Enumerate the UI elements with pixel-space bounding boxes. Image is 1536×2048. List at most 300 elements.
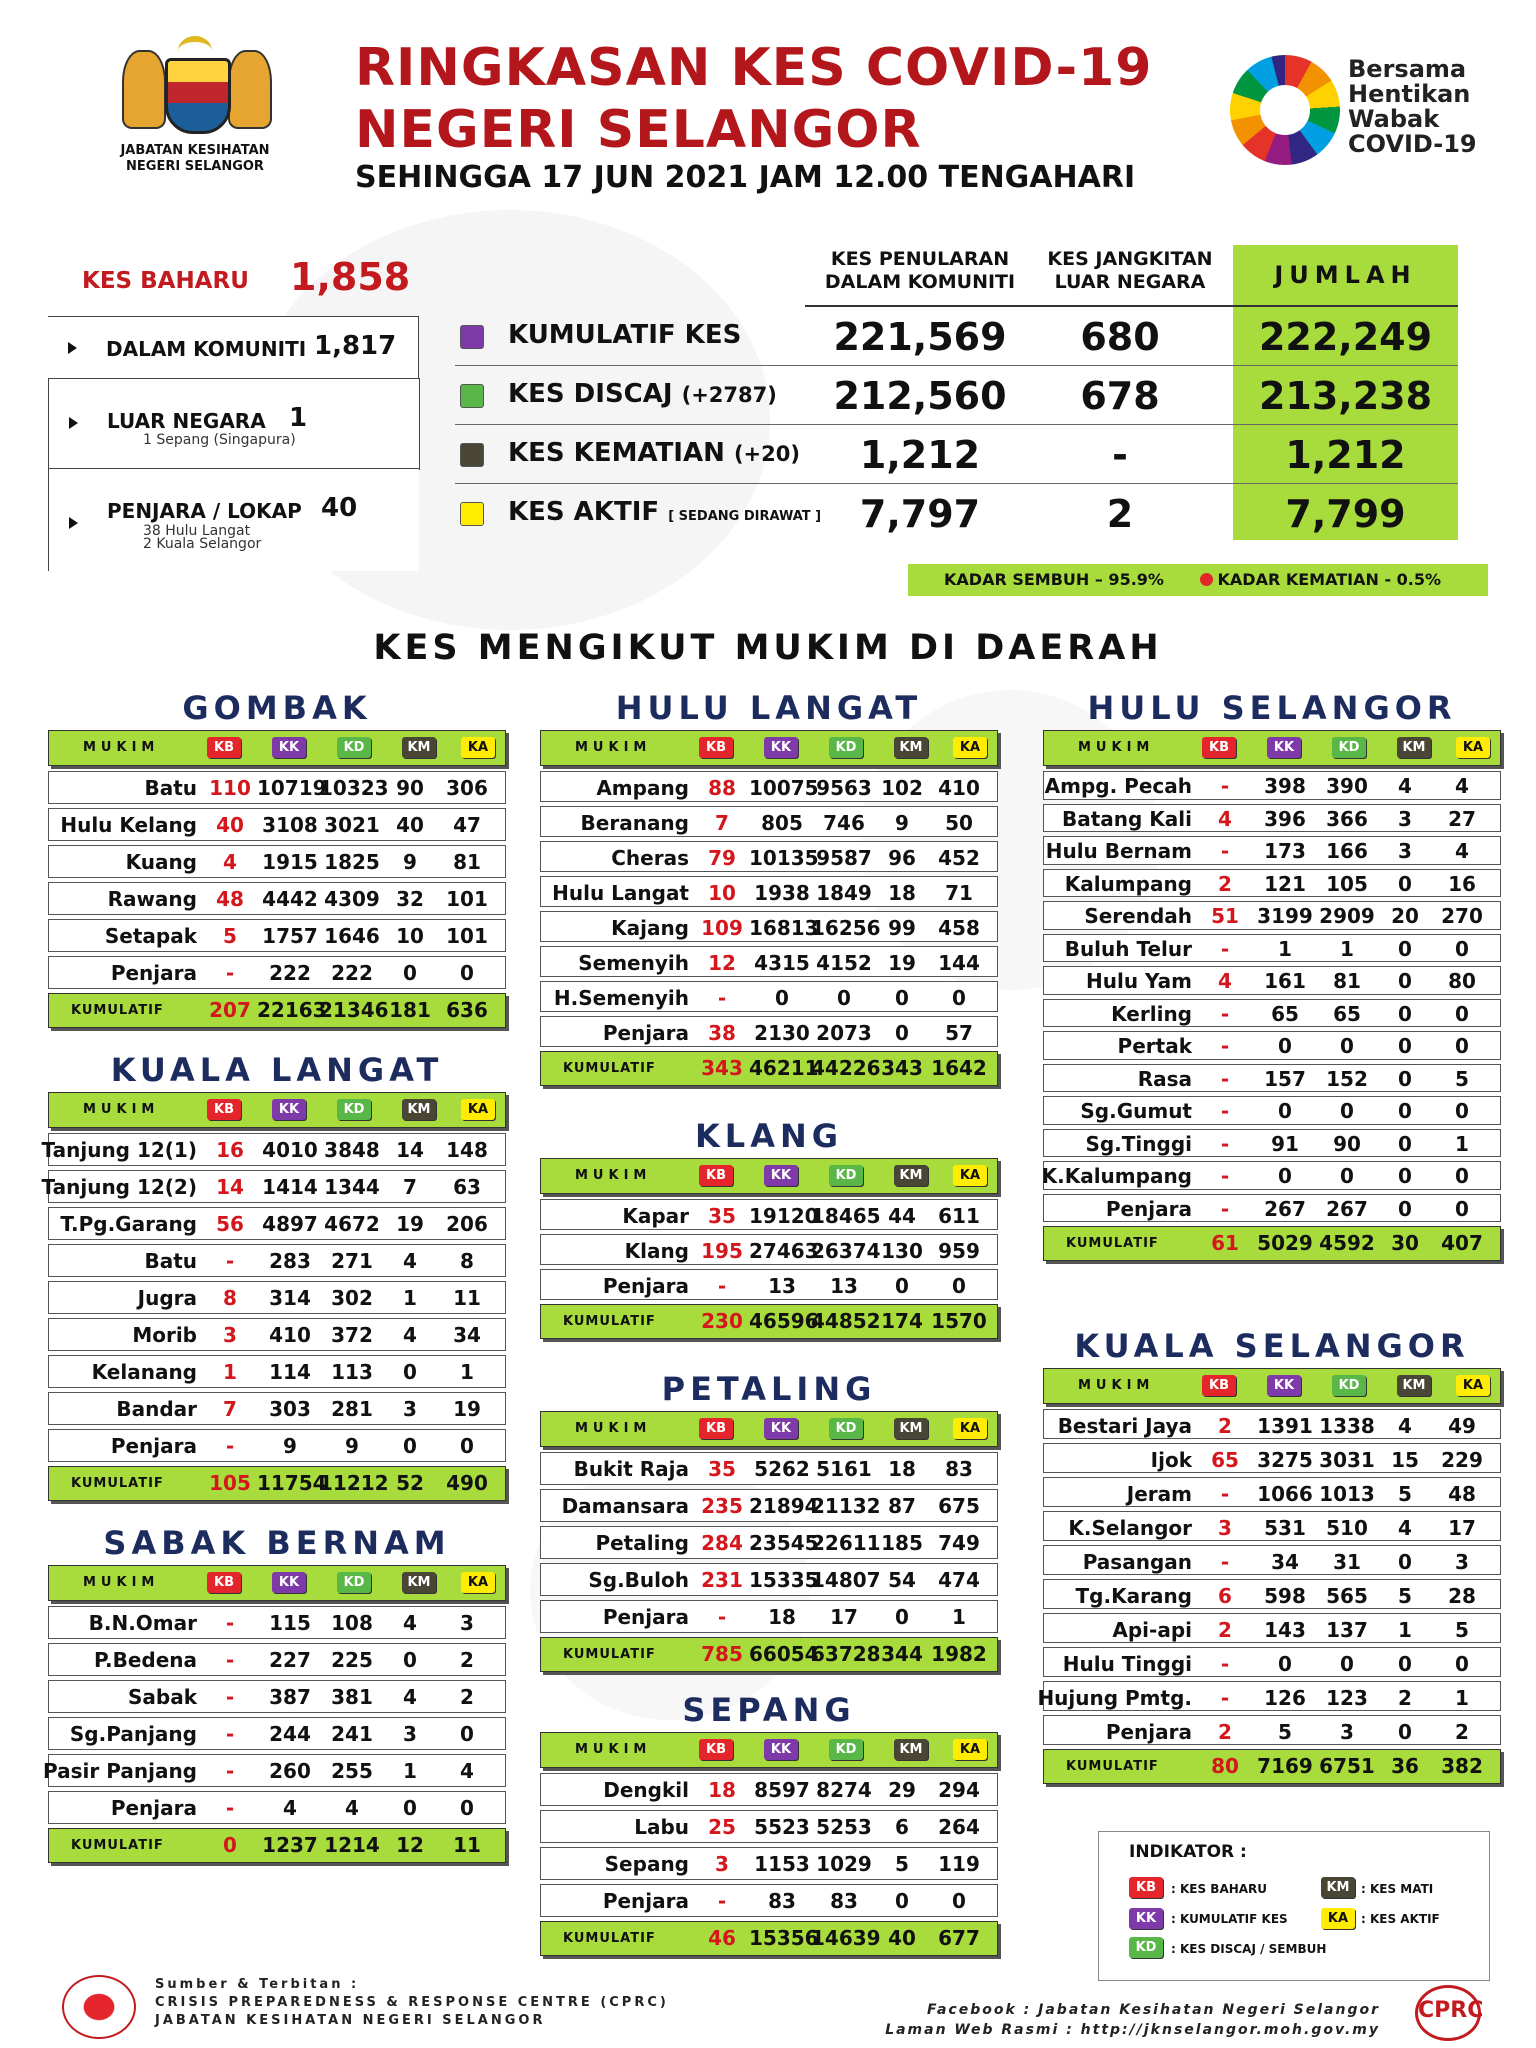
cell-value: 27463 bbox=[749, 1239, 819, 1263]
cell-value: 458 bbox=[938, 916, 980, 940]
cell-value: 0 bbox=[403, 1434, 417, 1458]
cell-value: 3 bbox=[1398, 839, 1412, 863]
district-table bbox=[48, 686, 506, 1028]
row-label: KUMULATIF KES bbox=[508, 320, 742, 350]
cell-value: 1 bbox=[1340, 936, 1354, 961]
table-row bbox=[48, 1429, 506, 1462]
cell-value: 235 bbox=[701, 1494, 743, 1518]
cell-value: 4 bbox=[460, 1759, 474, 1783]
cell-value: 152 bbox=[1326, 1066, 1368, 1091]
cell-value: 3275 bbox=[1257, 1448, 1313, 1472]
cell-value: 283 bbox=[269, 1249, 311, 1273]
cell-value: - bbox=[717, 1889, 727, 1913]
cell-value: 9563 bbox=[816, 776, 872, 800]
cell-value: - bbox=[225, 1611, 235, 1635]
cell-value: 16 bbox=[216, 1138, 244, 1162]
kumulatif-value: 6751 bbox=[1319, 1754, 1375, 1778]
table-header bbox=[540, 730, 998, 766]
cell-value: 241 bbox=[331, 1722, 373, 1746]
table-header bbox=[1043, 1368, 1501, 1404]
kumulatif-value: 30 bbox=[1391, 1231, 1419, 1255]
table-row bbox=[48, 771, 506, 804]
mukim-header: MUKIM bbox=[575, 1168, 652, 1183]
kumulatif-value: 52 bbox=[396, 1471, 424, 1495]
mukim-name: Ampg. Pecah bbox=[1044, 774, 1192, 798]
cell-value: 1153 bbox=[754, 1852, 810, 1876]
kumulatif-value: 80 bbox=[1211, 1754, 1239, 1778]
cell-value: 18 bbox=[708, 1778, 736, 1802]
cell-value: 5 bbox=[1398, 1482, 1412, 1506]
campaign-word: COVID-19 bbox=[1348, 130, 1477, 158]
kumulatif-value: 1642 bbox=[931, 1056, 987, 1080]
mukim-name: Pasir Panjang bbox=[43, 1759, 197, 1783]
cell-value: - bbox=[225, 1796, 235, 1820]
row-label: KES KEMATIAN (+20) bbox=[508, 438, 800, 468]
cell-value: 531 bbox=[1264, 1516, 1306, 1540]
mukim-name: Tanjung 12(2) bbox=[41, 1175, 197, 1199]
kumulatif-value: 343 bbox=[701, 1056, 743, 1080]
table-row bbox=[540, 1810, 998, 1843]
mukim-name: P.Bedena bbox=[93, 1648, 197, 1672]
mukim-name: Cheras bbox=[611, 846, 689, 870]
cell-value: 0 bbox=[1278, 1652, 1292, 1676]
cell-value: 0 bbox=[460, 961, 474, 985]
cell-value: 65 bbox=[1271, 1001, 1299, 1026]
kk-header-tag: KK bbox=[764, 737, 798, 758]
table-row bbox=[1043, 1161, 1501, 1190]
table-header bbox=[540, 1158, 998, 1194]
cell-value: 0 bbox=[460, 1796, 474, 1820]
mukim-name: T.Pg.Garang bbox=[60, 1212, 197, 1236]
kumulatif-value: 11 bbox=[453, 1833, 481, 1857]
table-row bbox=[48, 882, 506, 915]
luar-negara-box bbox=[48, 378, 420, 470]
cell-value: 101 bbox=[446, 887, 488, 911]
cell-value: 0 bbox=[1278, 1099, 1292, 1123]
cell-value: 225 bbox=[331, 1648, 373, 1672]
cell-value: 81 bbox=[1333, 969, 1361, 993]
kd-header-tag: KD bbox=[829, 737, 863, 758]
kumulatif-value: 22163 bbox=[257, 998, 327, 1022]
kd-header-tag: KD bbox=[829, 1165, 863, 1186]
cell-value: 381 bbox=[331, 1685, 373, 1709]
cell-value: 0 bbox=[837, 986, 851, 1010]
cell-value: 2073 bbox=[816, 1021, 872, 1045]
cell-value: 17 bbox=[830, 1605, 858, 1629]
mukim-name: Tanjung 12(1) bbox=[41, 1138, 197, 1162]
cell-value: 10 bbox=[396, 924, 424, 948]
cell-value: 115 bbox=[269, 1611, 311, 1635]
cell-value: 0 bbox=[403, 1360, 417, 1384]
mukim-name: Semenyih bbox=[578, 951, 689, 975]
cell-value: 4 bbox=[283, 1796, 297, 1820]
cell-value: 4897 bbox=[262, 1212, 318, 1236]
cell-value: 303 bbox=[269, 1397, 311, 1421]
kumulatif-label: KUMULATIF bbox=[1066, 1236, 1159, 1251]
cell-value: 3108 bbox=[262, 813, 318, 837]
cell-value: 1 bbox=[952, 1605, 966, 1629]
mukim-name: Sepang bbox=[604, 1852, 689, 1876]
cell-value: 1029 bbox=[816, 1852, 872, 1876]
kk-header-tag: KK bbox=[272, 1099, 306, 1120]
kumulatif-value: 63728 bbox=[811, 1642, 881, 1666]
cell-value: 598 bbox=[1264, 1584, 1306, 1608]
mukim-name: Penjara bbox=[602, 1274, 689, 1298]
cell-value: 8274 bbox=[816, 1778, 872, 1802]
cell-value: - bbox=[1220, 1196, 1230, 1221]
kb-header-tag: KB bbox=[1202, 737, 1236, 758]
cell-value: 4 bbox=[1455, 839, 1469, 863]
kumulatif-value: 677 bbox=[938, 1926, 980, 1950]
cell-value: 0 bbox=[403, 961, 417, 985]
cell-value: 2 bbox=[1398, 1686, 1412, 1710]
cell-value: 7 bbox=[403, 1175, 417, 1199]
yellow-square-icon bbox=[460, 502, 484, 526]
table-row bbox=[1037, 1681, 1501, 1711]
kk-header-tag: KK bbox=[272, 737, 306, 758]
cell-value: 398 bbox=[1264, 774, 1306, 798]
cell-value: 10135 bbox=[749, 846, 819, 870]
table-row bbox=[41, 1133, 506, 1166]
cell-value: 0 bbox=[1455, 1164, 1469, 1188]
cell-value: 4 bbox=[345, 1796, 359, 1820]
cell-value: 396 bbox=[1264, 806, 1306, 831]
cell-value: 0 bbox=[1340, 1099, 1354, 1123]
table-row bbox=[540, 841, 998, 872]
cell-value: 4010 bbox=[262, 1138, 318, 1162]
cell-value: 21894 bbox=[749, 1494, 819, 1518]
cell-value: 302 bbox=[331, 1286, 373, 1310]
cell-value: - bbox=[225, 1249, 235, 1273]
kumulatif-value: 230 bbox=[701, 1309, 743, 1333]
section-title: KES MENGIKUT MUKIM DI DAERAH bbox=[373, 628, 1163, 668]
luar-value: 2 bbox=[1106, 492, 1134, 536]
cell-value: 0 bbox=[1455, 1099, 1469, 1123]
table-row bbox=[48, 1643, 506, 1676]
cell-value: 96 bbox=[888, 846, 916, 870]
red-dot-icon bbox=[1200, 573, 1213, 586]
cell-value: 0 bbox=[895, 1889, 909, 1913]
cell-value: 0 bbox=[403, 1648, 417, 1672]
mukim-name: Penjara bbox=[602, 1605, 689, 1629]
table-row bbox=[1043, 1579, 1501, 1609]
cell-value: 9 bbox=[283, 1434, 297, 1458]
kumulatif-value: 46 bbox=[708, 1926, 736, 1950]
cell-value: 10 bbox=[708, 881, 736, 905]
cell-value: 10719 bbox=[257, 776, 327, 800]
kumulatif-label: KUMULATIF bbox=[71, 1003, 164, 1018]
kumulatif-value: 382 bbox=[1441, 1754, 1483, 1778]
cell-value: 3 bbox=[1455, 1550, 1469, 1574]
cell-value: 83 bbox=[830, 1889, 858, 1913]
kumulatif-value: 46596 bbox=[749, 1309, 819, 1333]
cell-value: 35 bbox=[708, 1204, 736, 1228]
cell-value: 565 bbox=[1326, 1584, 1368, 1608]
table-row bbox=[48, 1281, 506, 1314]
legend-kk-tag: KK bbox=[1129, 1908, 1163, 1929]
cell-value: 31 bbox=[1333, 1550, 1361, 1574]
row-label: KES AKTIF [ SEDANG DIRAWAT ] bbox=[508, 497, 822, 527]
km-header-tag: KM bbox=[402, 1099, 436, 1120]
campaign-word: Hentikan bbox=[1348, 80, 1471, 108]
kumulatif-row bbox=[540, 1051, 998, 1086]
summary-row-aktif bbox=[455, 484, 1458, 542]
kumulatif-label: KUMULATIF bbox=[563, 1061, 656, 1076]
mukim-name: Penjara bbox=[602, 1021, 689, 1045]
cell-value: 1 bbox=[403, 1286, 417, 1310]
km-header-tag: KM bbox=[894, 1739, 928, 1760]
km-header-tag: KM bbox=[894, 1418, 928, 1439]
cell-value: 260 bbox=[269, 1759, 311, 1783]
cell-value: 27 bbox=[1448, 806, 1476, 831]
cell-value: 264 bbox=[938, 1815, 980, 1839]
jumlah-value: 1,212 bbox=[1285, 433, 1406, 477]
cell-value: 244 bbox=[269, 1722, 311, 1746]
penjara-note: 38 Hulu Langat bbox=[143, 523, 251, 539]
mukim-name: Jeram bbox=[1126, 1482, 1192, 1506]
penjara-label: PENJARA / LOKAP bbox=[107, 499, 302, 523]
website-link[interactable]: Laman Web Rasmi : http://jknselangor.moh.gov.my bbox=[885, 2022, 1380, 2038]
cell-value: 14 bbox=[396, 1138, 424, 1162]
cell-value: 9 bbox=[895, 811, 909, 835]
cell-value: 390 bbox=[1326, 774, 1368, 798]
mukim-name: Penjara bbox=[1105, 1196, 1192, 1221]
cell-value: 4152 bbox=[816, 951, 872, 975]
cell-value: 4 bbox=[1398, 774, 1412, 798]
cell-value: 34 bbox=[1271, 1550, 1299, 1574]
kumulatif-value: 46211 bbox=[749, 1056, 819, 1080]
cell-value: 0 bbox=[895, 1021, 909, 1045]
kk-header-tag: KK bbox=[764, 1165, 798, 1186]
mukim-name: Bestari Jaya bbox=[1057, 1414, 1192, 1438]
mukim-name: Petaling bbox=[595, 1531, 689, 1555]
cell-value: 3 bbox=[715, 1852, 729, 1876]
facebook-link[interactable]: Facebook : Jabatan Kesihatan Negeri Selangor bbox=[927, 2002, 1380, 2018]
jumlah-value: 222,249 bbox=[1258, 315, 1433, 359]
cell-value: 99 bbox=[888, 916, 916, 940]
cell-value: 0 bbox=[952, 1889, 966, 1913]
table-row bbox=[1043, 966, 1501, 995]
cell-value: 38 bbox=[708, 1021, 736, 1045]
cell-value: 306 bbox=[446, 776, 488, 800]
district-name: GOMBAK bbox=[182, 689, 372, 727]
district-name: KLANG bbox=[695, 1117, 843, 1155]
cell-value: 5 bbox=[895, 1852, 909, 1876]
cell-value: 3031 bbox=[1319, 1448, 1375, 1472]
cell-value: 222 bbox=[331, 961, 373, 985]
cell-value: 0 bbox=[952, 986, 966, 1010]
cell-value: 0 bbox=[1398, 969, 1412, 993]
mukim-name: Sg.Gumut bbox=[1080, 1099, 1192, 1123]
cell-value: 271 bbox=[331, 1249, 373, 1273]
cell-value: 87 bbox=[888, 1494, 916, 1518]
bullet-icon bbox=[69, 517, 78, 529]
cell-value: 54 bbox=[888, 1568, 916, 1592]
cell-value: 0 bbox=[1455, 1034, 1469, 1058]
cell-value: 1 bbox=[460, 1360, 474, 1384]
cell-value: 1646 bbox=[324, 924, 380, 948]
cell-value: 3 bbox=[403, 1397, 417, 1421]
cell-value: 749 bbox=[938, 1531, 980, 1555]
report-date: SEHINGGA 17 JUN 2021 JAM 12.00 TENGAHARI bbox=[355, 160, 1136, 195]
mukim-name: Hulu Bernam bbox=[1045, 839, 1192, 863]
cell-value: 3 bbox=[1398, 806, 1412, 831]
kd-header-tag: KD bbox=[337, 1572, 371, 1593]
cell-value: 34 bbox=[453, 1323, 481, 1347]
district-table bbox=[43, 1521, 506, 1863]
cell-value: 1338 bbox=[1319, 1414, 1375, 1438]
cell-value: 294 bbox=[938, 1778, 980, 1802]
mukim-name: Serendah bbox=[1084, 904, 1192, 928]
kumulatif-value: 1570 bbox=[931, 1309, 987, 1333]
table-row bbox=[48, 1606, 506, 1639]
cell-value: 746 bbox=[823, 811, 865, 835]
mukim-name: Pasangan bbox=[1082, 1550, 1192, 1574]
cprc-logo-icon: CPRC bbox=[1415, 1985, 1481, 2041]
cell-value: 0 bbox=[1398, 1099, 1412, 1123]
kumulatif-row bbox=[540, 1304, 998, 1339]
cell-value: 0 bbox=[1278, 1164, 1292, 1188]
footer-line: CRISIS PREPAREDNESS & RESPONSE CENTRE (CPRC) bbox=[155, 1995, 669, 2010]
kumulatif-row bbox=[48, 1828, 506, 1863]
campaign-word: Wabak bbox=[1348, 105, 1440, 133]
table-row bbox=[48, 808, 506, 841]
cell-value: 474 bbox=[938, 1568, 980, 1592]
cell-value: 13 bbox=[768, 1274, 796, 1298]
cell-value: 5 bbox=[223, 924, 237, 948]
table-row bbox=[41, 1170, 506, 1203]
cell-value: 1 bbox=[223, 1360, 237, 1384]
kumulatif-label: KUMULATIF bbox=[1066, 1759, 1159, 1774]
mukim-name: Kapar bbox=[622, 1204, 689, 1228]
cell-value: 2130 bbox=[754, 1021, 810, 1045]
cell-value: 119 bbox=[938, 1852, 980, 1876]
cell-value: 1 bbox=[1455, 1131, 1469, 1156]
table-row bbox=[540, 806, 998, 837]
table-row bbox=[48, 1791, 506, 1824]
table-row bbox=[48, 1244, 506, 1277]
kb-header-tag: KB bbox=[207, 1099, 241, 1120]
cell-value: 0 bbox=[775, 986, 789, 1010]
kumulatif-value: 343 bbox=[881, 1056, 923, 1080]
district-name: HULU LANGAT bbox=[615, 689, 923, 727]
district-table bbox=[540, 1114, 998, 1339]
kes-baharu-label: KES BAHARU bbox=[82, 268, 249, 294]
legend-kb-text: : KES BAHARU bbox=[1171, 1882, 1268, 1896]
cell-value: - bbox=[1220, 1066, 1230, 1091]
kumulatif-value: 5029 bbox=[1257, 1231, 1313, 1255]
cell-value: 1849 bbox=[816, 881, 872, 905]
rate-box bbox=[908, 564, 1488, 596]
cell-value: 83 bbox=[768, 1889, 796, 1913]
cell-value: 410 bbox=[938, 776, 980, 800]
table-row bbox=[1043, 804, 1501, 833]
table-row bbox=[48, 1207, 506, 1240]
table-row bbox=[540, 1884, 998, 1917]
cell-value: 222 bbox=[269, 961, 311, 985]
cell-value: 15335 bbox=[749, 1568, 819, 1592]
footer-line: JABATAN KESIHATAN NEGERI SELANGOR bbox=[155, 2013, 546, 2028]
mukim-name: Ijok bbox=[1150, 1448, 1192, 1472]
district-name: KUALA SELANGOR bbox=[1074, 1327, 1470, 1365]
cell-value: 130 bbox=[881, 1239, 923, 1263]
luar-negara-value: 1 bbox=[289, 403, 308, 433]
jumlah-value: 7,799 bbox=[1285, 492, 1406, 536]
cell-value: 91 bbox=[1271, 1131, 1299, 1156]
ministry-logo bbox=[100, 40, 290, 190]
ka-header-tag: KA bbox=[953, 1418, 987, 1439]
cell-value: - bbox=[1220, 1099, 1230, 1123]
table-header bbox=[48, 1565, 506, 1601]
cell-value: 48 bbox=[216, 887, 244, 911]
bullet-icon bbox=[69, 417, 78, 429]
cell-value: 8 bbox=[223, 1286, 237, 1310]
mukim-header: MUKIM bbox=[1078, 740, 1155, 755]
cell-value: 18465 bbox=[811, 1204, 881, 1228]
mukim-name: Hulu Yam bbox=[1085, 969, 1192, 993]
kk-header-tag: KK bbox=[272, 1572, 306, 1593]
kumulatif-value: 407 bbox=[1441, 1231, 1483, 1255]
cell-value: 0 bbox=[1455, 1652, 1469, 1676]
mukim-name: B.N.Omar bbox=[88, 1611, 197, 1635]
cell-value: 1344 bbox=[324, 1175, 380, 1199]
cell-value: - bbox=[1220, 1482, 1230, 1506]
table-row bbox=[540, 911, 998, 942]
cell-value: 166 bbox=[1326, 839, 1368, 863]
cell-value: 510 bbox=[1326, 1516, 1368, 1540]
cell-value: 1 bbox=[403, 1759, 417, 1783]
table-row bbox=[1043, 934, 1501, 963]
cell-value: 4 bbox=[1398, 1414, 1412, 1438]
cell-value: 19120 bbox=[749, 1204, 819, 1228]
table-row bbox=[48, 1318, 506, 1351]
cell-value: 16256 bbox=[811, 916, 881, 940]
cell-value: 10323 bbox=[319, 776, 389, 800]
cell-value: 4 bbox=[403, 1685, 417, 1709]
cell-value: 10075 bbox=[749, 776, 819, 800]
cell-value: 13 bbox=[830, 1274, 858, 1298]
coat-of-arms-icon bbox=[120, 40, 270, 135]
cell-value: 4 bbox=[223, 850, 237, 874]
cell-value: 7 bbox=[715, 811, 729, 835]
cell-value: 20 bbox=[1391, 904, 1419, 928]
cell-value: 2 bbox=[460, 1685, 474, 1709]
cell-value: 5523 bbox=[754, 1815, 810, 1839]
mukim-header: MUKIM bbox=[575, 1742, 652, 1757]
mukim-name: Setapak bbox=[104, 924, 197, 948]
mukim-header: MUKIM bbox=[83, 1102, 160, 1117]
cell-value: 387 bbox=[269, 1685, 311, 1709]
cell-value: 0 bbox=[1340, 1164, 1354, 1188]
kumulatif-label: KUMULATIF bbox=[563, 1314, 656, 1329]
kumulatif-value: 0 bbox=[223, 1833, 237, 1857]
mukim-name: Penjara bbox=[110, 1796, 197, 1820]
cell-value: 25 bbox=[708, 1815, 736, 1839]
cell-value: 32 bbox=[396, 887, 424, 911]
cell-value: 6 bbox=[895, 1815, 909, 1839]
cell-value: - bbox=[1220, 774, 1230, 798]
mukim-name: Penjara bbox=[110, 1434, 197, 1458]
legend-ka-tag: KA bbox=[1321, 1908, 1355, 1929]
table-row bbox=[540, 1199, 998, 1230]
kumulatif-value: 15356 bbox=[749, 1926, 819, 1950]
mukim-name: Sabak bbox=[127, 1685, 197, 1709]
cell-value: 12 bbox=[708, 951, 736, 975]
luar-value: - bbox=[1112, 433, 1128, 477]
cell-value: - bbox=[717, 986, 727, 1010]
cell-value: 195 bbox=[701, 1239, 743, 1263]
table-row bbox=[1043, 1715, 1501, 1745]
